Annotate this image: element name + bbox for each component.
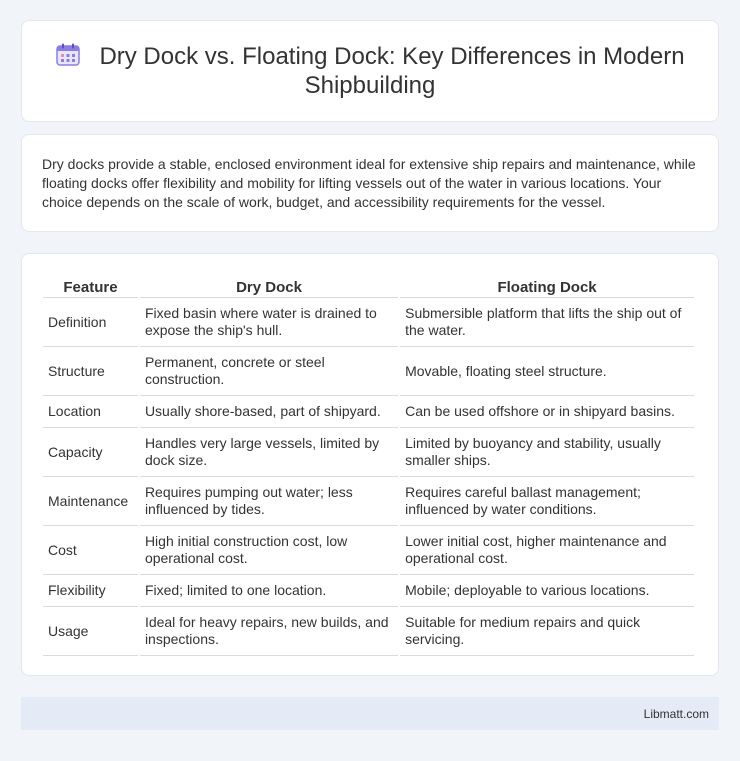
floating-dock-cell: Suitable for medium repairs and quick servicing. [400,607,694,656]
summary-card [21,134,719,232]
table-row [43,347,694,396]
table-row [43,607,694,656]
table-row [43,575,694,607]
dry-dock-cell: Ideal for heavy repairs, new builds, and inspections. [140,607,398,656]
dry-dock-cell: Permanent, concrete or steel construction. [140,347,398,396]
summary-text: Dry docks provide a stable, enclosed environment ideal for extensive ship repairs and maintenance, while floating docks offer flexibility and mobility for lifting vessels out of the water in various locations. Your choice depends on the scale of work, budget, and accessibility requirements for the vessel. [42,156,696,210]
feature-cell: Structure [43,347,138,396]
table-row [43,428,694,477]
footer-brand: Libmatt.com [643,707,709,721]
footer [21,697,719,730]
dry-dock-cell: Fixed; limited to one location. [140,575,398,607]
floating-dock-cell: Limited by buoyancy and stability, usually smaller ships. [400,428,694,477]
header-feature: Feature [43,276,138,298]
feature-cell: Cost [43,526,138,575]
table-row [43,477,694,526]
dry-dock-cell: Usually shore-based, part of shipyard. [140,396,398,428]
floating-dock-cell: Mobile; deployable to various locations. [400,575,694,607]
feature-cell: Flexibility [43,575,138,607]
floating-dock-cell: Lower initial cost, higher maintenance and operational cost. [400,526,694,575]
floating-dock-cell: Requires careful ballast management; influenced by water conditions. [400,477,694,526]
table-row [43,298,694,347]
comparison-table-card [21,253,719,676]
feature-cell: Capacity [43,428,138,477]
header-floating-dock: Floating Dock [400,276,694,298]
dry-dock-cell: High initial construction cost, low operational cost. [140,526,398,575]
feature-cell: Definition [43,298,138,347]
table-row [43,526,694,575]
table-row [43,396,694,428]
feature-cell: Maintenance [43,477,138,526]
feature-cell: Location [43,396,138,428]
table-header-row [43,276,694,298]
comparison-table [41,276,696,656]
feature-cell: Usage [43,607,138,656]
calendar-icon [55,43,81,67]
title-card [21,20,719,122]
floating-dock-cell: Movable, floating steel structure. [400,347,694,396]
floating-dock-cell: Submersible platform that lifts the ship out of the water. [400,298,694,347]
dry-dock-cell: Requires pumping out water; less influenced by tides. [140,477,398,526]
page-title [52,42,688,100]
page-title-text: Dry Dock vs. Floating Dock: Key Differences in Modern Shipbuilding [99,43,685,99]
dry-dock-cell: Handles very large vessels, limited by dock size. [140,428,398,477]
floating-dock-cell: Can be used offshore or in shipyard basins. [400,396,694,428]
dry-dock-cell: Fixed basin where water is drained to expose the ship's hull. [140,298,398,347]
header-dry-dock: Dry Dock [140,276,398,298]
